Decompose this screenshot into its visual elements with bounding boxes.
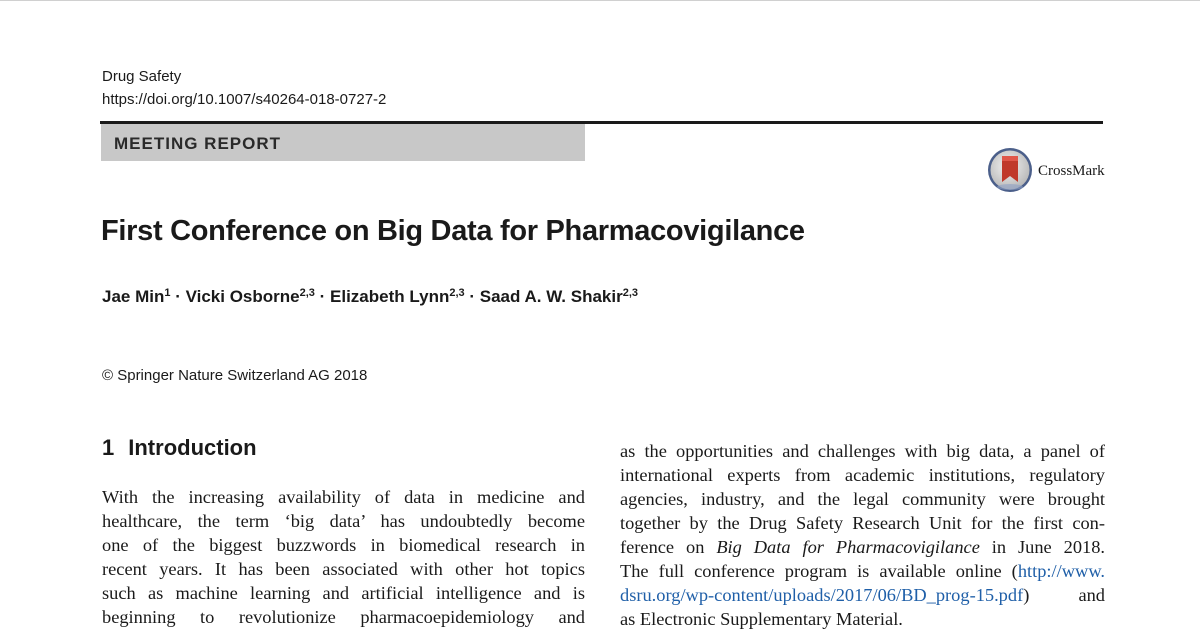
author-separator: · <box>314 287 331 306</box>
author-name[interactable]: Jae Min <box>102 287 165 306</box>
author-separator: · <box>170 287 186 306</box>
text-line: one of the biggest buzzwords in biomedical research in <box>102 535 585 555</box>
text-line <box>620 535 1105 559</box>
copyright-notice: © Springer Nature Switzerland AG 2018 <box>102 367 368 384</box>
text-line <box>620 559 1105 583</box>
text-line: as the opportunities and challenges with big data, a panel of <box>620 441 1105 461</box>
author-list <box>102 284 638 310</box>
section-heading <box>102 433 257 463</box>
crossmark-icon[interactable] <box>987 147 1033 193</box>
text-line: as Electronic Supplementary Material. <box>620 609 903 629</box>
author-separator: · <box>464 287 480 306</box>
text-line: agencies, industry, and the legal community were brought <box>620 489 1105 509</box>
author-affiliation: 1 <box>164 287 171 299</box>
text-fragment: The full conference program is available online ( <box>620 561 1018 581</box>
article-type-banner: MEETING REPORT <box>101 124 585 161</box>
page-top-border <box>0 0 1200 1</box>
text-line: beginning to revolutionize pharmacoepidemiology and <box>102 607 585 627</box>
text-fragment: ) and <box>1023 585 1105 605</box>
text-line: international experts from academic institutions, regulatory <box>620 465 1105 485</box>
author-name[interactable]: Vicki Osborne <box>185 287 300 306</box>
left-column-text <box>102 485 585 629</box>
author-affiliation: 2,3 <box>622 287 639 299</box>
text-line: healthcare, the term ‘big data’ has undoubtedly become <box>102 511 585 531</box>
program-link-part1[interactable]: http://www. <box>1017 561 1105 581</box>
text-line: With the increasing availability of data in medicine and <box>102 487 585 507</box>
author-affiliation: 2,3 <box>449 287 465 299</box>
text-line <box>620 583 1105 607</box>
crossmark-label[interactable]: CrossMark <box>1038 163 1105 179</box>
author-name[interactable]: Elizabeth Lynn <box>330 287 450 306</box>
conference-name: Big Data for Pharmacovigilance <box>716 537 980 557</box>
journal-name: Drug Safety <box>102 68 182 85</box>
text-line: recent years. It has been associated with other hot topics <box>102 559 585 579</box>
right-column-text <box>620 439 1105 631</box>
doi-link[interactable]: https://doi.org/10.1007/s40264-018-0727-2 <box>102 91 387 108</box>
section-title: Introduction <box>128 435 257 460</box>
program-link-part2[interactable]: dsru.org/wp-content/uploads/2017/06/BD_prog-15.pdf <box>620 585 1024 605</box>
article-title: First Conference on Big Data for Pharmacovigilance <box>101 215 805 247</box>
author-affiliation: 2,3 <box>299 287 315 299</box>
text-fragment: in June 2018. <box>979 537 1106 557</box>
text-fragment: ference on <box>620 537 717 557</box>
author-name[interactable]: Saad A. W. Shakir <box>479 287 623 306</box>
section-number: 1 <box>102 435 115 460</box>
text-line: together by the Drug Safety Research Unit for the first con- <box>620 513 1105 533</box>
text-line: such as machine learning and artificial intelligence and is <box>102 583 585 603</box>
